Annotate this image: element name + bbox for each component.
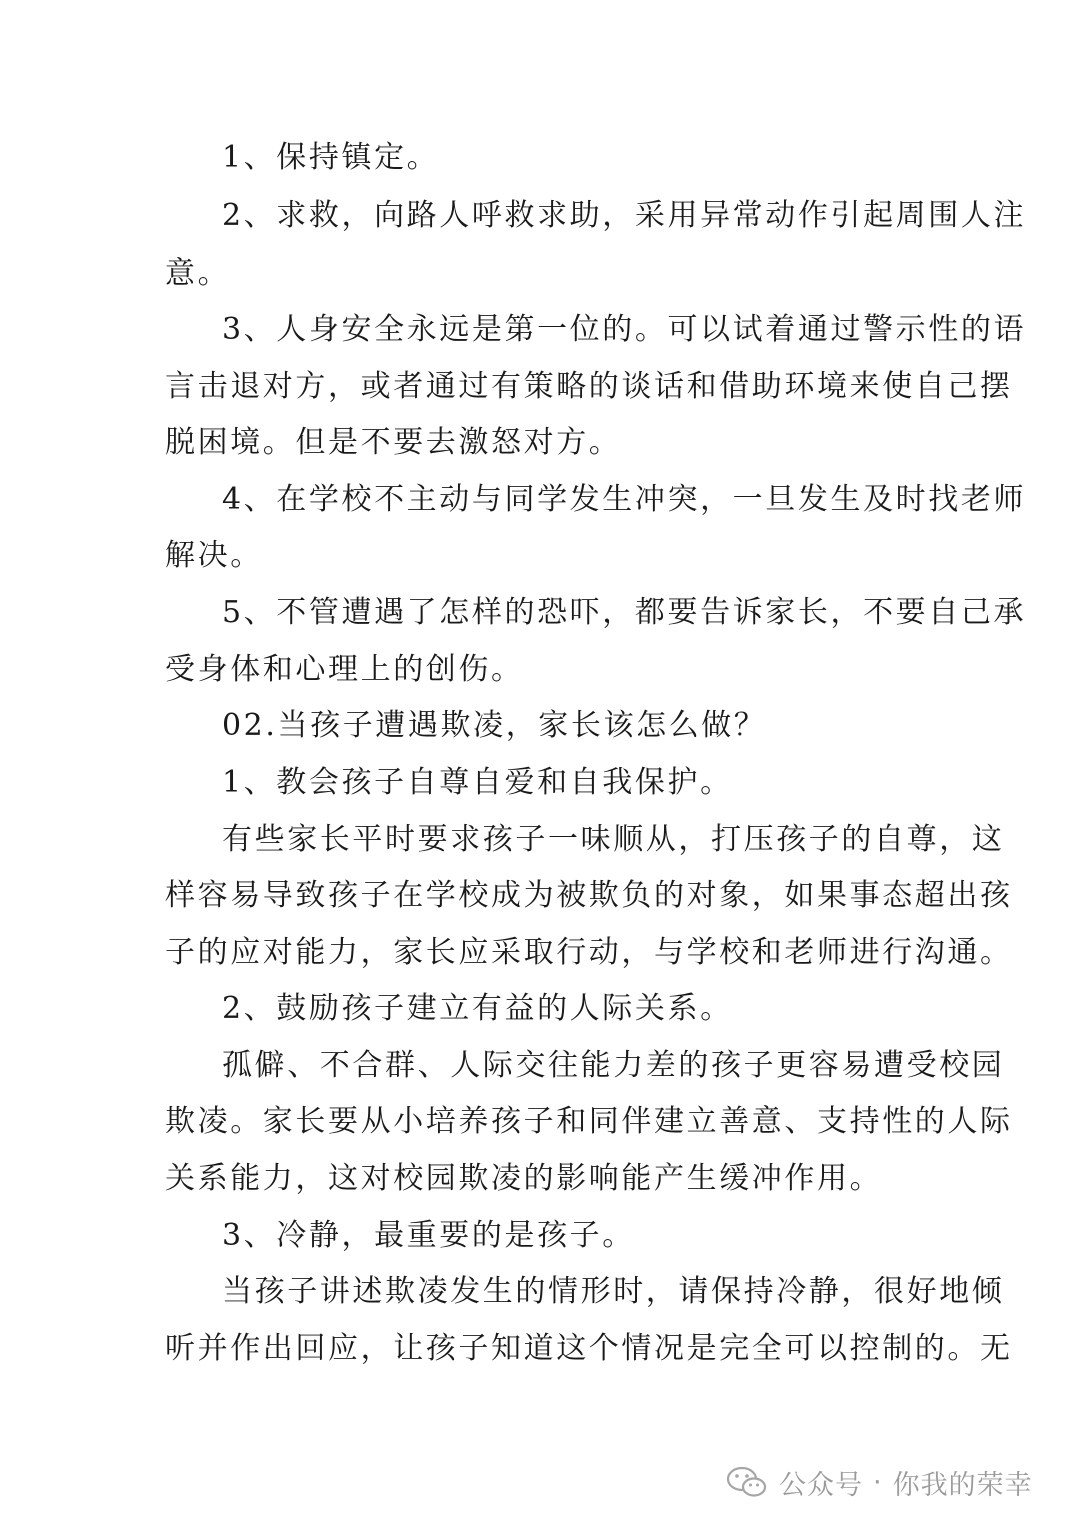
text-line: 5、不管遭遇了怎样的恐吓，都要告诉家长，不要自己承 — [222, 595, 1027, 630]
text-line: 样容易导致孩子在学校成为被欺负的对象，如果事态超出孩 — [165, 878, 1013, 913]
text-line: 当孩子讲述欺凌发生的情形时，请保持冷静，很好地倾 — [222, 1274, 1005, 1309]
watermark-separator: · — [873, 1466, 883, 1498]
text-line: 听并作出回应，让孩子知道这个情况是完全可以控制的。无 — [165, 1331, 1013, 1366]
text-line: 1、保持镇定。 — [222, 140, 440, 175]
text-line: 欺凌。家长要从小培养孩子和同伴建立善意、支持性的人际 — [165, 1104, 1013, 1139]
watermark-account: 你我的荣幸 — [892, 1469, 1033, 1501]
text-line: 3、冷静，最重要的是孩子。 — [222, 1218, 635, 1253]
text-line: 2、鼓励孩子建立有益的人际关系。 — [222, 991, 733, 1026]
watermark-platform: 公众号 — [779, 1469, 863, 1501]
text-line: 2、求救，向路人呼救求助，采用异常动作引起周围人注 — [222, 198, 1027, 233]
watermark — [725, 1458, 1033, 1506]
text-line: 4、在学校不主动与同学发生冲突，一旦发生及时找老师 — [222, 482, 1027, 517]
text-line: 关系能力，这对校园欺凌的影响能产生缓冲作用。 — [165, 1161, 883, 1196]
text-line: 解决。 — [165, 538, 263, 573]
text-line: 脱困境。但是不要去激怒对方。 — [165, 425, 622, 460]
text-line: 子的应对能力，家长应采取行动，与学校和老师进行沟通。 — [165, 935, 1013, 970]
text-line: 3、人身安全永远是第一位的。可以试着通过警示性的语 — [222, 312, 1027, 347]
text-line: 言击退对方，或者通过有策略的谈话和借助环境来使自己摆 — [165, 369, 1013, 404]
text-line: 受身体和心理上的创伤。 — [165, 652, 524, 687]
wechat-icon — [725, 1464, 769, 1500]
text-line: 1、教会孩子自尊自爱和自我保护。 — [222, 765, 733, 800]
text-line: 意。 — [165, 256, 231, 291]
section-heading: 02.当孩子遭遇欺凌，家长该怎么做？ — [222, 708, 767, 743]
text-line: 有些家长平时要求孩子一味顺从，打压孩子的自尊，这 — [222, 822, 1005, 857]
text-line: 孤僻、不合群、人际交往能力差的孩子更容易遭受校园 — [222, 1048, 1005, 1083]
